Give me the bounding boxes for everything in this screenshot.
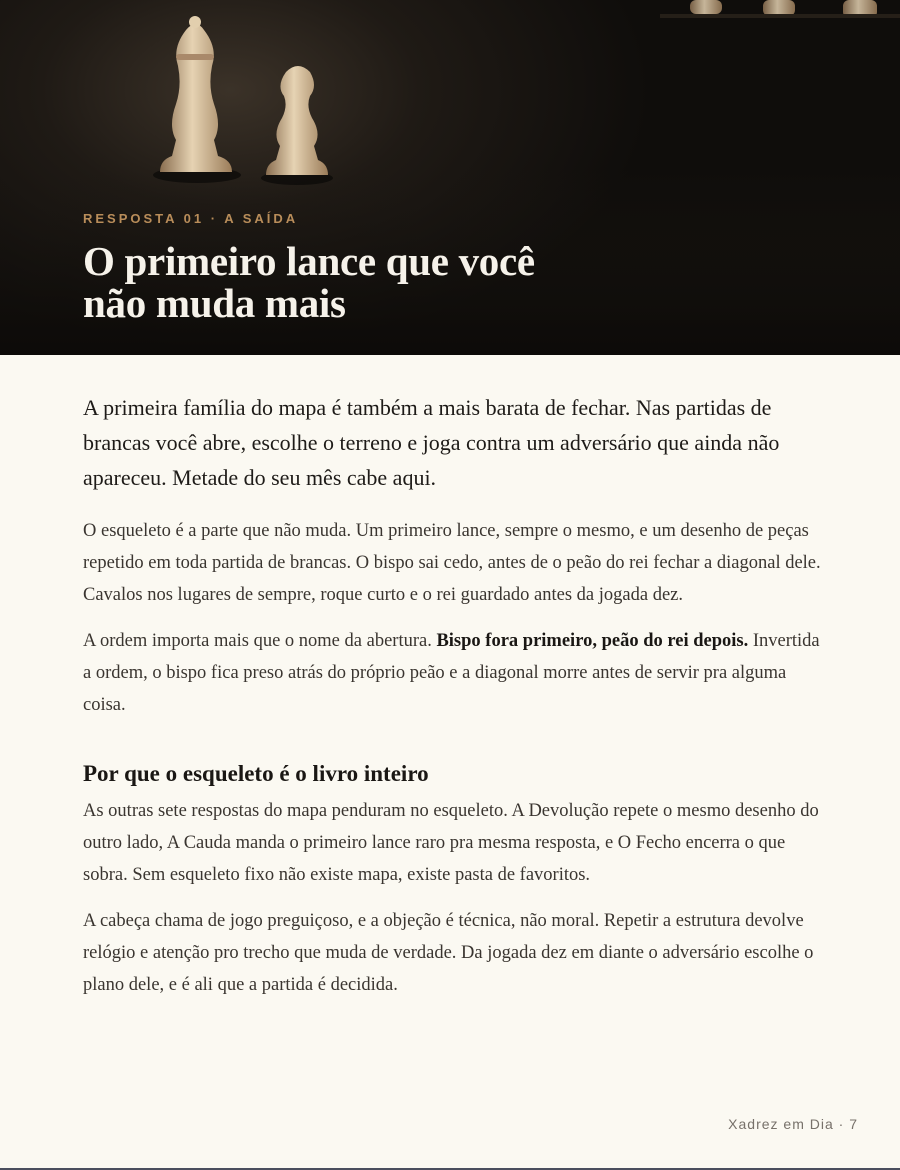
distant-pieces	[660, 0, 900, 18]
pawn-piece	[261, 66, 333, 185]
article-body	[83, 390, 823, 1015]
page-folio: Xadrez em Dia · 7	[728, 1116, 858, 1132]
body-paragraph-4: A cabeça chama de jogo preguiçoso, e a objeção é técnica, não moral. Repetir a estrutura devolve relógio e atenção pro trecho que muda de verdade. Da jogada dez em diante o adversário escolhe o plano dele, e é ali que a partida é decidida.	[83, 911, 814, 995]
section-heading: Por que o esqueleto é o livro inteiro	[83, 761, 429, 786]
paragraph-2-lead: A ordem importa mais que o nome da abertura.	[83, 631, 437, 651]
paragraph-2-rest: Invertida a ordem, o bispo fica preso atrás do próprio peão e a diagonal morre antes de servir pra alguma coisa.	[83, 631, 820, 715]
page-title: O primeiro lance que você não muda mais	[83, 238, 535, 326]
hero-banner	[0, 0, 900, 355]
lede-paragraph: A primeira família do mapa é também a mais barata de fechar. Nas partidas de brancas você abre, escolhe o terreno e joga contra um adversário que ainda não apareceu. Metade do seu mês cabe aqui.	[83, 395, 780, 490]
body-paragraph-2	[83, 625, 823, 721]
paragraph-2-emphasis: Bispo fora primeiro, peão do rei depois.	[436, 631, 749, 651]
bishop-piece	[153, 16, 241, 183]
body-paragraph-3: As outras sete respostas do mapa penduram no esqueleto. A Devolução repete o mesmo desenho do outro lado, A Cauda manda o primeiro lance raro pra mesma resposta, e O Fecho encerra o que sobra. Sem esqueleto fixo não existe mapa, existe pasta de favoritos.	[83, 801, 819, 885]
section-kicker: RESPOSTA 01 · A SAÍDA	[83, 211, 299, 226]
body-paragraph-1: O esqueleto é a parte que não muda. Um primeiro lance, sempre o mesmo, e um desenho de peças repetido em toda partida de brancas. O bispo sai cedo, antes de o peão do rei fechar a diagonal dele. Cavalos nos lugares de sempre, roque curto e o rei guardado antes da jogada dez.	[83, 521, 821, 605]
